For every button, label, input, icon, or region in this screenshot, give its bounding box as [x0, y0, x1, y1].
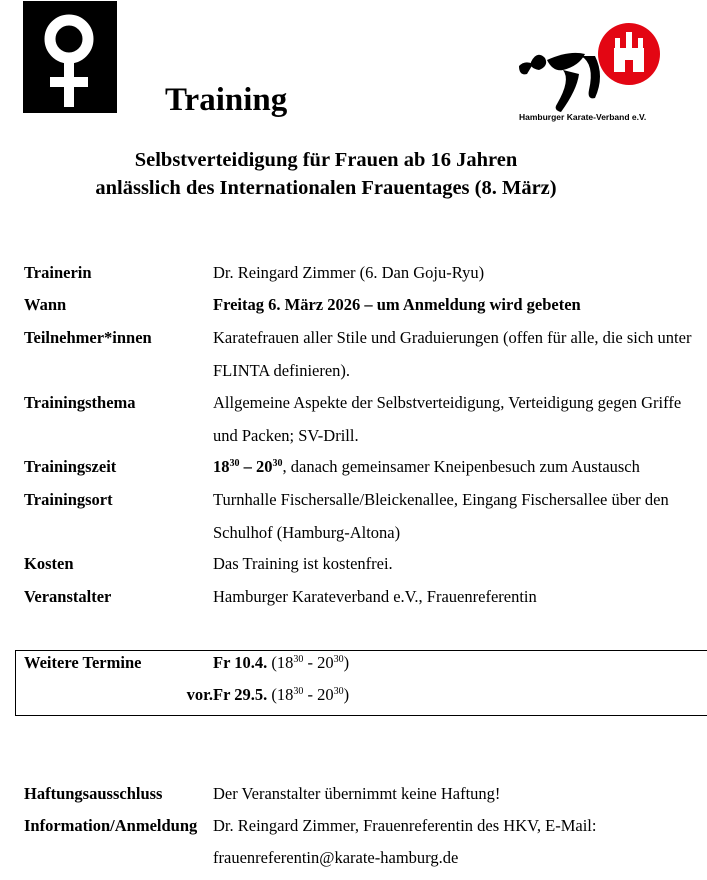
termin-prefix: vor.: [186, 685, 213, 704]
subtitle-line-1: Selbstverteidigung für Frauen ab 16 Jahren: [134, 149, 518, 171]
termin-start-minute: 30: [293, 686, 304, 697]
termin-start-hour: 18: [276, 685, 294, 704]
female-symbol-icon: [23, 1, 117, 113]
subtitle: [0, 146, 652, 202]
termin-end-hour: 20: [317, 653, 334, 672]
time-note: , danach gemeinsamer Kneipenbesuch zum Austausch: [282, 457, 640, 476]
time-start-minute: 30: [229, 458, 240, 469]
termin-sep: -: [303, 653, 318, 672]
detail-label: Veranstalter: [24, 587, 112, 606]
termin-end-minute: 30: [333, 654, 344, 665]
detail-value: [213, 451, 707, 484]
termin-end-minute: 30: [333, 686, 344, 697]
detail-label: Teilnehmer*innen: [24, 328, 152, 347]
detail-label: Kosten: [24, 554, 74, 573]
termin-date: Fr 29.5.: [213, 685, 268, 704]
contact-email[interactable]: frauenreferentin@karate-hamburg.de: [213, 848, 459, 867]
footer-label: Haftungsausschluss: [24, 784, 163, 803]
time-end-hour: 20: [256, 457, 273, 476]
detail-value: Allgemeine Aspekte der Selbstverteidigung, Verteidigung gegen Griffe und Packen; SV-Drill.: [213, 393, 682, 445]
detail-value: Dr. Reingard Zimmer (6. Dan Goju-Ryu): [213, 263, 485, 282]
hkv-logo: [509, 20, 669, 130]
female-symbol-logo: [23, 1, 117, 113]
detail-value: Freitag 6. März 2026 – um Anmeldung wird gebeten: [213, 295, 581, 314]
termin-2: Fr 29.5. $(18^{30} - 20^{30})$: [213, 685, 350, 704]
termin-start-minute: 30: [293, 654, 304, 665]
time-start-hour: 18: [213, 457, 230, 476]
page-title: Training: [165, 82, 288, 118]
detail-value: Turnhalle Fischersalle/Bleickenallee, Eingang Fischersallee über den Schulhof (Hamburg-Altona): [213, 490, 669, 542]
detail-label: Trainingsthema: [24, 393, 136, 412]
weitere-termine-label: Weitere Termine: [24, 653, 142, 672]
time-dash: –: [239, 457, 256, 476]
detail-value: Hamburger Karateverband e.V., Frauenreferentin: [213, 587, 537, 606]
detail-label: Wann: [24, 295, 67, 314]
hkv-logo-text: Hamburger Karate-Verband e.V.: [519, 112, 647, 122]
detail-label: Trainingsort: [24, 490, 113, 509]
termin-start-hour: 18: [276, 653, 294, 672]
footer-label: Information/Anmeldung: [24, 816, 198, 835]
termin-date: Fr 10.4.: [213, 653, 268, 672]
termin-sep: -: [303, 685, 318, 704]
termin-end-hour: 20: [317, 685, 334, 704]
detail-label: Trainingszeit: [24, 457, 117, 476]
detail-value: Das Training ist kostenfrei.: [213, 554, 393, 573]
termin-1: Fr 10.4. $(18^{30} - 20^{30})$: [213, 653, 350, 672]
footer-value: Dr. Reingard Zimmer, Frauenreferentin des HKV, E-Mail:: [213, 816, 597, 835]
detail-label: Trainerin: [24, 263, 92, 282]
time-end-minute: 30: [272, 458, 283, 469]
subtitle-line-2: anlässlich des Internationalen Frauentages (8. März): [95, 177, 557, 199]
footer-value: Der Veranstalter übernimmt keine Haftung!: [213, 784, 501, 803]
detail-value: Karatefrauen aller Stile und Graduierungen (offen für alle, die sich unter FLINTA definieren).: [213, 328, 692, 380]
